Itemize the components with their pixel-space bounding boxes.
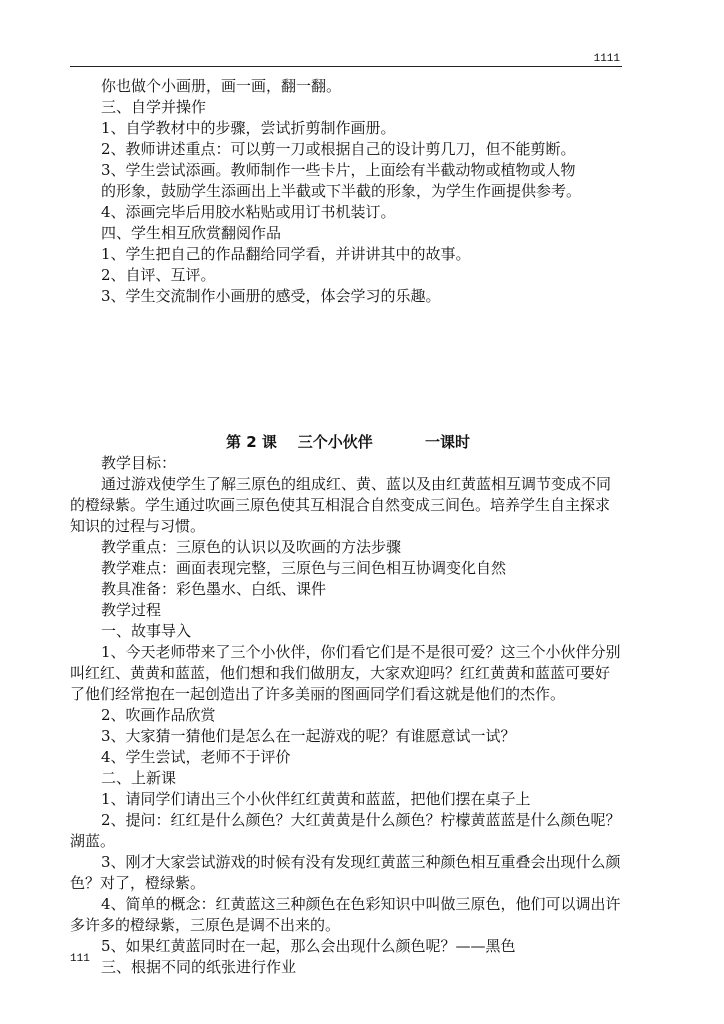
paragraph: 教学重点：三原色的认识以及吹画的方法步骤 xyxy=(101,538,402,556)
text-block-lesson-2 xyxy=(70,432,622,978)
paragraph: 4、添画完毕后用胶水粘贴或用订书机装订。 xyxy=(101,203,396,221)
section-heading: 四、学生相互欣赏翻阅作品 xyxy=(101,224,282,242)
paragraph: 1、今天老师带来了三个小伙伴，你们看它们是不是很可爱？这三个小伙伴分别叫红红、黄黄和蓝蓝，他们想和我们做朋友，大家欢迎吗？红红黄黄和蓝蓝可要好了他们经常抱在一起创造出了许多美丽的图画同学们看这就是他们的杰作。 xyxy=(70,643,621,703)
section-heading: 教学过程 xyxy=(101,601,162,619)
section-heading: 三、根据不同的纸张进行作业 xyxy=(101,958,297,976)
paragraph: 3、学生尝试添画。教师制作一些卡片，上面绘有半截动物或植物或人物 xyxy=(101,161,576,179)
paragraph: 的形象，鼓励学生添画出上半截或下半截的形象，为学生作画提供参考。 xyxy=(101,182,582,200)
page-header-number: 1111 xyxy=(593,53,620,65)
section-heading: 二、上新课 xyxy=(101,769,177,787)
section-heading: 教学目标： xyxy=(101,454,177,472)
paragraph: 教学难点：画面表现完整，三原色与三间色相互协调变化自然 xyxy=(101,559,507,577)
paragraph: 1、请同学们请出三个小伙伴红红黄黄和蓝蓝，把他们摆在桌子上 xyxy=(101,790,531,808)
paragraph: 通过游戏使学生了解三原色的组成红、黄、蓝以及由红黄蓝相互调节变成不同的橙绿紫。学生通过吹画三原色使其互相混合自然变成三间色。培养学生自主探求知识的过程与习惯。 xyxy=(70,475,612,535)
section-heading: 三、自学并操作 xyxy=(101,98,207,116)
paragraph: 3、学生交流制作小画册的感受，体会学习的乐趣。 xyxy=(101,287,441,305)
page-footer-number: 111 xyxy=(70,953,90,965)
paragraph: 2、教师讲述重点：可以剪一刀或根据自己的设计剪几刀，但不能剪断。 xyxy=(101,140,576,158)
paragraph: 你也做个小画册，画一画，翻一翻。 xyxy=(101,77,342,95)
paragraph: 1、自学教材中的步骤，尝试折剪制作画册。 xyxy=(101,119,396,137)
paragraph: 3、刚才大家尝试游戏的时候有没有发现红黄蓝三种颜色相互重叠会出现什么颜色？对了，橙绿紫。 xyxy=(70,853,621,892)
paragraph: 教具准备：彩色墨水、白纸、课件 xyxy=(101,580,327,598)
text-block-previous-lesson xyxy=(70,76,622,307)
paragraph: 3、大家猜一猜他们是怎么在一起游戏的呢？有谁愿意试一试？ xyxy=(101,727,516,745)
paragraph: 4、简单的概念：红黄蓝这三种颜色在色彩知识中叫做三原色，他们可以调出许多许多的橙绿紫，三原色是调不出来的。 xyxy=(70,895,621,934)
paragraph: 2、提问：红红是什么颜色？大红黄黄是什么颜色？柠檬黄蓝蓝是什么颜色呢？湖蓝。 xyxy=(70,811,621,850)
paragraph: 4、学生尝试，老师不于评价 xyxy=(101,748,291,766)
lesson-title: 第 2 课 三个小伙伴 一课时 xyxy=(226,433,470,451)
section-heading: 一、故事导入 xyxy=(101,622,192,640)
paragraph: 1、学生把自己的作品翻给同学看，并讲讲其中的故事。 xyxy=(101,245,471,263)
paragraph: 5、如果红黄蓝同时在一起，那么会出现什么颜色呢？——黑色 xyxy=(101,937,516,955)
page-header-rule xyxy=(70,66,622,67)
paragraph: 2、自评、互评。 xyxy=(101,266,216,284)
paragraph: 2、吹画作品欣赏 xyxy=(101,706,216,724)
